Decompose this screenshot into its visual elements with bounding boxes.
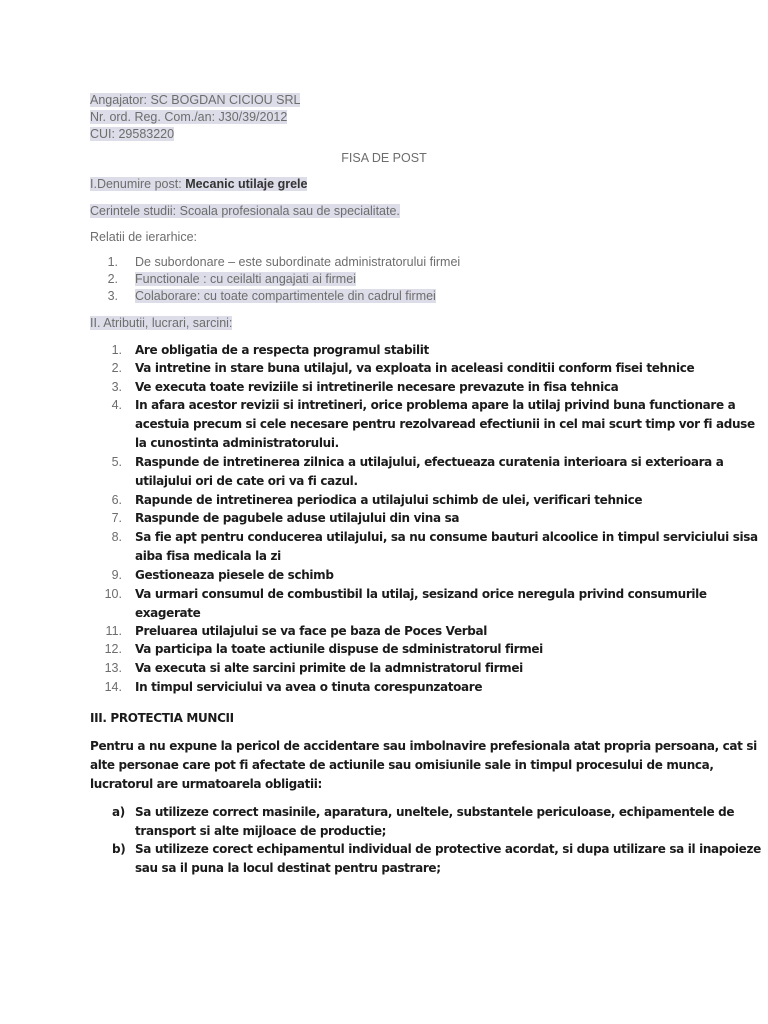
duty-number: 7. bbox=[111, 511, 122, 525]
duty-number: 6. bbox=[111, 493, 122, 507]
duty-number: 9. bbox=[111, 568, 122, 582]
duty-number: 11. bbox=[105, 624, 122, 638]
duty-number: 1. bbox=[111, 343, 122, 357]
duty-text: In timpul serviciului va avea o tinuta corespunzatoare bbox=[135, 680, 483, 694]
post-label: I.Denumire post: bbox=[90, 177, 186, 191]
paragraph-line: alte personae care pot fi afectate de actiunile sau omisiunile sale in timpul procesului de munca, bbox=[90, 758, 714, 772]
duty-number: 10. bbox=[104, 587, 122, 601]
duty-text: Raspunde de pagubele aduse utilajului din vina sa bbox=[135, 511, 460, 525]
duty-text: Va urmari consumul de combustibil la utilaj, sesizand orice neregula privind consumurile bbox=[135, 587, 707, 601]
duty-text: Raspunde de intretinerea zilnica a utilajului, efectueaza curatenia interioara si exterioara a bbox=[135, 455, 724, 469]
registration-number: Nr. ord. Reg. Com./an: J30/39/2012 bbox=[90, 110, 288, 124]
post-value: Mecanic utilaje grele bbox=[185, 177, 308, 191]
duty-number: 12. bbox=[104, 642, 122, 656]
duty-number: 4. bbox=[111, 398, 122, 412]
duty-text: Preluarea utilajului se va face pe baza de Poces Verbal bbox=[135, 624, 488, 638]
duty-text: Rapunde de intretinerea periodica a utilajului schimb de ulei, verificari tehnice bbox=[135, 493, 643, 507]
duty-number: 14. bbox=[104, 680, 122, 694]
duty-text: Gestioneaza piesele de schimb bbox=[135, 568, 334, 582]
paragraph-line: lucratorul are urmatoarela obligatii: bbox=[90, 777, 322, 791]
duty-text: Sa fie apt pentru conducerea utilajului, sa nu consume bauturi alcoolice in timpul serviciului sisa bbox=[135, 530, 758, 544]
document-title: FISA DE POST bbox=[341, 151, 427, 165]
obligation-text: transport si alte mijloace de productie; bbox=[135, 824, 387, 838]
duty-text: Are obligatia de a respecta programul stabilit bbox=[135, 343, 429, 357]
post-line bbox=[90, 177, 307, 191]
studies-line: Cerintele studii: Scoala profesionala sau de specialitate. bbox=[90, 204, 400, 218]
duty-text: acestuia precum si cele necesare pentru rezolvaread efectiunii in cel mai scurt timp vor fi aduse bbox=[135, 417, 755, 431]
cui-number: CUI: 29583220 bbox=[90, 127, 175, 141]
obligation-letter: b) bbox=[112, 842, 126, 856]
duty-number: 13. bbox=[104, 661, 122, 675]
duty-text: In afara acestor revizii si intretineri, orice problema apare la utilaj privind buna functionare a bbox=[135, 398, 736, 412]
obligation-letter: a) bbox=[112, 805, 125, 819]
duty-number: 2. bbox=[111, 361, 122, 375]
paragraph-line: Pentru a nu expune la pericol de accidentare sau imbolnavire prefesionala atat propria persoana, cat si bbox=[90, 739, 757, 753]
duty-text: Ve executa toate reviziile si intretinerile necesare prevazute in fisa tehnica bbox=[135, 380, 619, 394]
section-2-heading: II. Atributii, lucrari, sarcini: bbox=[90, 316, 233, 330]
obligation-text: sau sa il puna la locul destinat pentru pastrare; bbox=[135, 861, 441, 875]
duty-text: utilajului ori de cate ori va fi cazul. bbox=[135, 474, 358, 488]
document-page: Angajator: SC BOGDAN CICIOU SRL Nr. ord. Reg. Com./an: J30/39/2012 CUI: 29583220 FISA DE POST I.Denumire post: Mecanic utilaje grele Cerintele studii: Scoala profesionala sau de specialitate. Relatii de ierarhice: 1. De subordonare – este subordinate administratorului firmei 2. Functionale : cu ceilalti angajati ai firmei 3. Colaborare: cu toate compartimentele din cadrul firmei II. Atributii, lucrari, sarcini: 1. Are obligatia de a respecta programul stabilit 2. Va intretine in stare buna utilajul, va exploata in aceleasi conditii conform fisei tehnice 3. Ve executa toate reviziile si intretinerile necesare prevazute in fisa tehnica 4. In afara acestor revizii si intretineri, orice problema apare la utilaj privind buna functionare a acestuia precum si cele necesare pentru rezolvaread efectiunii in cel mai scurt timp vor fi aduse la cunostinta administratorului. 5. Raspunde de intretinerea zilnica a utilajului, efectueaza curatenia interioara si exterioara a utilajului ori de cate ori va fi cazul. 6. Rapunde de intretinerea periodica a utilajului schimb de ulei, verificari tehnice 7. Raspunde de pagubele aduse utilajului din vina sa 8. Sa fie apt pentru conducerea utilajului, sa nu consume bauturi alcoolice in timpul serviciului sisa aiba fisa medicala la zi 9. Gestioneaza piesele de schimb 10. Va urmari consumul de combustibil la utilaj, sesizand orice neregula privind consumurile exagerate 11. Preluarea utilajului se va face pe baza de Poces Verbal 12. Va participa la toate actiunile dispuse de sdministratorul firmei 13. Va executa si alte sarcini primite de la admnistratorul firmei 14. In timpul serviciului va avea o tinuta corespunzatoare III. PROTECTIA MUNCII Pentru a nu expune la pericol de accidentare sau imbolnavire prefesionala atat propria persoana, cat si alte personae care pot fi afectate de actiunile sau omisiunile sale in timpul procesului de munca, lucratorul are urmatoarela obligatii: a) Sa utilizeze correct masinile, aparatura, uneltele, substantele periculoase, echipamentele de transport si alte mijloace de productie; b) Sa utilizeze corect echipamentul individual de protective acordat, si dupa utilizare sa il inapoieze sau sa il puna la locul destinat pentru pastrare; bbox=[0, 0, 768, 1024]
duty-text: aiba fisa medicala la zi bbox=[135, 549, 281, 563]
obligation-text: Sa utilizeze correct masinile, aparatura, uneltele, substantele periculoase, echipamentele de bbox=[135, 805, 735, 819]
duty-text: Va intretine in stare buna utilajul, va exploata in aceleasi conditii conform fisei tehnice bbox=[135, 361, 695, 375]
duty-text: Va participa la toate actiunile dispuse de sdministratorul firmei bbox=[135, 642, 543, 656]
duty-number: 8. bbox=[111, 530, 122, 544]
relations-label: Relatii de ierarhice: bbox=[90, 230, 197, 244]
section-3-heading: III. PROTECTIA MUNCII bbox=[90, 711, 234, 725]
duty-text: la cunostinta administratorului. bbox=[135, 436, 339, 450]
employer-header bbox=[90, 92, 300, 143]
duty-text: exagerate bbox=[135, 606, 201, 620]
duty-number: 3. bbox=[111, 380, 122, 394]
duty-text: Va executa si alte sarcini primite de la admnistratorul firmei bbox=[135, 661, 523, 675]
duty-number: 5. bbox=[111, 455, 122, 469]
obligation-text: Sa utilizeze corect echipamentul individual de protective acordat, si dupa utilizare sa il inapoieze bbox=[135, 842, 761, 856]
employer-name: Angajator: SC BOGDAN CICIOU SRL bbox=[90, 93, 301, 107]
